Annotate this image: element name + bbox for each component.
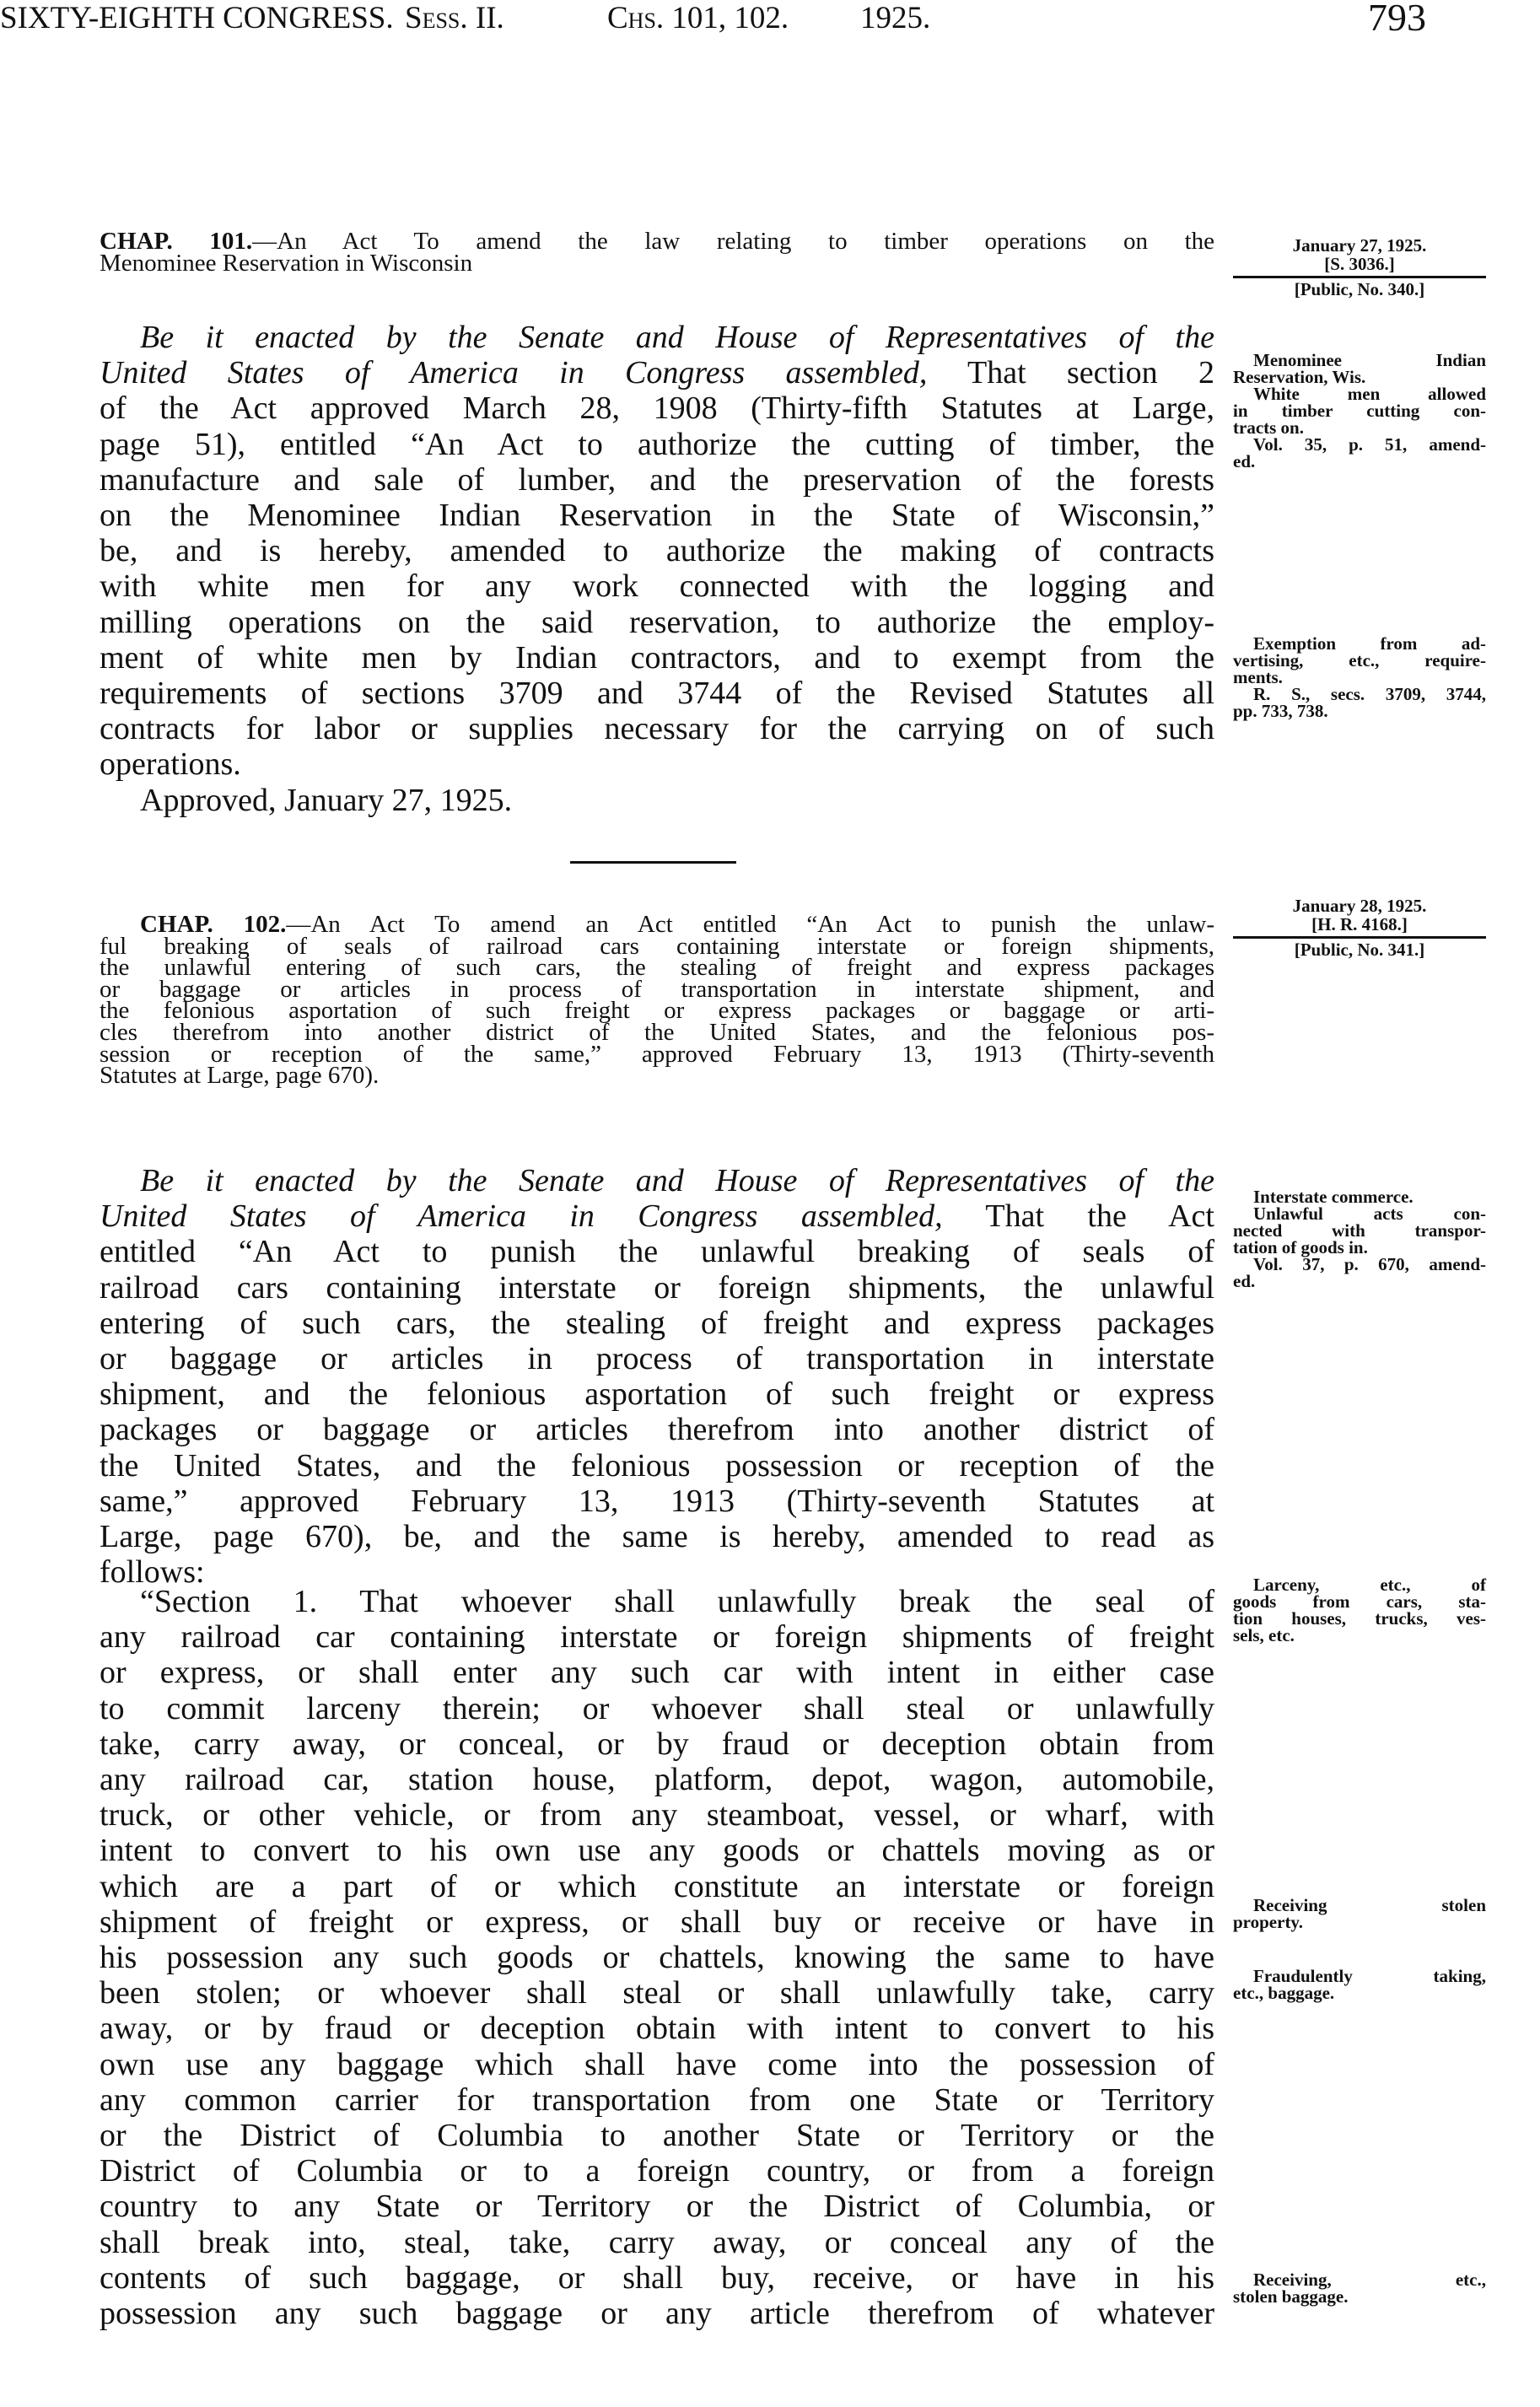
text-line <box>100 2260 1214 2296</box>
chapter-number: CHAP. 102. <box>140 911 287 938</box>
line-text: the United States, and the felonious possession or reception of the <box>100 1447 1214 1484</box>
chap101-bill: [S. 3036.] <box>1324 254 1395 274</box>
line-text: possession any such baggage or any article therefrom of whatever <box>100 2296 1214 2332</box>
margin-note <box>1233 2271 1486 2305</box>
line-text: any railroad car containing interstate or foreign shipments of freight <box>100 1619 1214 1656</box>
line-text: ment of white men by Indian contractors, and to exempt from the <box>100 639 1214 676</box>
line-text: contracts for labor or supplies necessary for the carrying on of such <box>100 711 1214 747</box>
margin-note <box>1233 1897 1486 1930</box>
line-text: away, or by fraud or deception obtain with intent to convert to his <box>100 2011 1214 2047</box>
text-line <box>100 1341 1214 1376</box>
line-text: country to any State or Territory or the District of Columbia, or <box>100 2189 1214 2225</box>
chapter-number: CHAP. 101. <box>100 228 253 255</box>
divider <box>1233 276 1486 278</box>
line-text: shipment of freight or express, or shall buy or receive or have in <box>100 1904 1214 1940</box>
line-text: Large, page 670), be, and the same is hereby, amended to read as <box>100 1519 1214 1555</box>
line-text: on the Menominee Indian Reservation in the State of Wisconsin,” <box>100 498 1214 534</box>
text-line <box>100 462 1214 498</box>
line-text: be, and is hereby, amended to authorize the making of contracts <box>100 533 1214 569</box>
text-line <box>1233 1576 1486 1593</box>
line-text: —An Act To amend an Act entitled “An Act to punish the unlaw- <box>286 911 1214 938</box>
line-text: ments. <box>1233 667 1283 687</box>
text-line <box>1233 1256 1486 1273</box>
header-year: 1925. <box>860 1 931 35</box>
line-text: railroad cars containing interstate or foreign shipments, the unlawful <box>100 1269 1214 1306</box>
line-text: contents of such baggage, or shall buy, receive, or have in his <box>100 2259 1214 2296</box>
text-line <box>100 711 1214 746</box>
text-line <box>1233 635 1486 652</box>
line-text: to commit larceny therein; or whoever shall steal or unlawfully <box>100 1690 1214 1726</box>
chap101-date-block <box>1233 236 1486 299</box>
line-text: or the District of Columbia to another State or Territory or the <box>100 2118 1214 2154</box>
text-line <box>1233 2288 1486 2305</box>
line-text: sels, etc. <box>1233 1625 1295 1645</box>
enacting-clause: Be it enacted by the Senate and House of Representatives of the <box>140 320 1214 355</box>
text-line <box>100 320 1214 355</box>
header-chapters: Chs. 101, 102. <box>607 1 789 35</box>
text-line <box>100 2153 1214 2189</box>
text-line <box>1233 352 1486 369</box>
line-text: pp. 733, 738. <box>1233 701 1328 721</box>
line-text: stolen baggage. <box>1233 2286 1349 2307</box>
text-line <box>100 1975 1214 2011</box>
line-text: That section 2 <box>927 355 1214 391</box>
text-line <box>100 1448 1214 1484</box>
text-line <box>1233 1239 1486 1256</box>
line-text: goods from cars, sta- <box>1233 1591 1486 1612</box>
text-line <box>100 676 1214 711</box>
text-line <box>1233 1627 1486 1644</box>
header-congress: SIXTY-EIGHTH CONGRESS. <box>0 1 394 35</box>
text-line <box>100 2296 1214 2331</box>
line-text: ful breaking of seals of railroad cars containing interstate or foreign shipments, <box>100 932 1214 960</box>
chap101-body <box>100 320 1214 818</box>
line-text: the felonious asportation of such freight or express packages or baggage or arti- <box>100 997 1214 1025</box>
line-text: tracts on. <box>1233 417 1304 438</box>
divider <box>1233 936 1486 939</box>
text-line <box>100 1833 1214 1868</box>
line-text: or express, or shall enter any such car with intent in either case <box>100 1655 1214 1691</box>
text-line <box>100 783 1214 818</box>
line-text: session or reception of the same,” approved February 13, 1913 (Thirty-seventh <box>100 1040 1214 1068</box>
text-line <box>100 1584 1214 1619</box>
line-text: Approved, January 27, 1925. <box>140 782 513 818</box>
chap102-section-1 <box>100 1584 1214 2331</box>
line-text: Fraudulently taking, <box>1253 1966 1486 1986</box>
chap101-date: January 27, 1925. <box>1292 235 1427 256</box>
line-text: vertising, etc., require- <box>1233 650 1486 670</box>
margin-note <box>1233 635 1486 719</box>
text-line <box>100 249 1214 277</box>
line-text: Menominee Reservation in Wisconsin <box>100 249 473 277</box>
line-text: entering of such cars, the stealing of freight and express packages <box>100 1305 1214 1341</box>
text-line <box>100 1762 1214 1797</box>
line-text: packages or baggage or articles therefrom into another district of <box>100 1412 1214 1448</box>
text-line <box>1233 703 1486 719</box>
line-text: truck, or other vehicle, or from any steamboat, vessel, or wharf, with <box>100 1797 1214 1834</box>
text-line <box>1233 1205 1486 1222</box>
chap101-headnote <box>100 228 1214 277</box>
line-text: take, carry away, or conceal, or by fraud or deception obtain from <box>100 1726 1214 1762</box>
text-line <box>100 390 1214 426</box>
line-text: with white men for any work connected with the logging and <box>100 568 1214 605</box>
section-divider <box>570 861 736 864</box>
chap101-public-no: [Public, No. 340.] <box>1294 279 1425 299</box>
text-line <box>100 533 1214 568</box>
enacting-clause: United States of America in Congress assembled, <box>100 355 928 391</box>
line-text: Menominee Indian <box>1253 350 1486 370</box>
text-line <box>100 2047 1214 2082</box>
line-text: White men allowed <box>1253 384 1486 404</box>
line-text: etc., baggage. <box>1233 1983 1335 2003</box>
line-text: the unlawful entering of such cars, the stealing of freight and express packages <box>100 954 1214 982</box>
line-text: ed. <box>1233 1271 1256 1291</box>
text-line <box>1233 1610 1486 1627</box>
text-line <box>100 2011 1214 2046</box>
text-line <box>100 498 1214 533</box>
line-text: Interstate commerce. <box>1253 1187 1413 1207</box>
text-line <box>100 1412 1214 1447</box>
line-text: Exemption from ad- <box>1253 633 1486 654</box>
text-line <box>1233 453 1486 470</box>
line-text: shipment, and the felonious asportation of such freight or express <box>100 1376 1214 1413</box>
text-line <box>100 1062 1214 1090</box>
text-line <box>100 746 1214 782</box>
enacting-clause: Be it enacted by the Senate and House of Representatives of the <box>140 1163 1214 1198</box>
text-line <box>1233 436 1486 453</box>
line-text: shall break into, steal, take, carry away, or conceal any of the <box>100 2224 1214 2260</box>
line-text: That the Act <box>942 1198 1214 1235</box>
text-line <box>100 1234 1214 1269</box>
text-line <box>1233 1188 1486 1205</box>
text-line <box>100 1691 1214 1726</box>
line-text: or baggage or articles in process of transportation in interstate shipment, and <box>100 975 1214 1003</box>
line-text: Vol. 37, p. 670, amend- <box>1253 1254 1486 1274</box>
line-text: ed. <box>1233 451 1256 471</box>
text-line <box>100 1519 1214 1554</box>
line-text: Statutes at Large, page 670). <box>100 1062 380 1090</box>
text-line <box>100 427 1214 462</box>
line-text: nected with transpor- <box>1233 1220 1486 1241</box>
line-text: any railroad car, station house, platform, depot, wagon, automobile, <box>100 1762 1214 1798</box>
text-line <box>1233 419 1486 436</box>
text-line <box>1233 1273 1486 1290</box>
text-line <box>100 1484 1214 1519</box>
enacting-clause: United States of America in Congress assembled, <box>100 1198 943 1235</box>
line-text: of the Act approved March 28, 1908 (Thirty-fifth Statutes at Large, <box>100 390 1214 427</box>
text-line <box>1233 1914 1486 1930</box>
header-session: Sess. II. <box>405 1 504 35</box>
line-text: which are a part of or which constitute an interstate or foreign <box>100 1868 1214 1904</box>
line-text: same,” approved February 13, 1913 (Thirty-seventh Statutes at <box>100 1483 1214 1519</box>
running-header <box>0 0 1434 51</box>
line-text: tion houses, trucks, ves- <box>1233 1608 1486 1629</box>
text-line <box>100 1270 1214 1306</box>
text-line <box>1233 1222 1486 1239</box>
line-text: page 51), entitled “An Act to authorize the cutting of timber, the <box>100 426 1214 462</box>
text-line <box>1233 369 1486 385</box>
text-line <box>100 1619 1214 1655</box>
line-text: been stolen; or whoever shall steal or shall unlawfully take, carry <box>100 1975 1214 2011</box>
chap102-date-block <box>1233 897 1486 959</box>
text-line <box>100 2189 1214 2224</box>
margin-note <box>1233 352 1486 470</box>
text-line <box>1233 385 1486 402</box>
line-text: Unlawful acts con- <box>1253 1204 1486 1224</box>
text-line <box>1233 1968 1486 1984</box>
line-text: —An Act To amend the law relating to timber operations on the <box>252 228 1214 255</box>
text-line <box>100 2118 1214 2153</box>
line-text: manufacture and sale of lumber, and the preservation of the forests <box>100 461 1214 498</box>
line-text: tation of goods in. <box>1233 1237 1368 1257</box>
text-line <box>1233 402 1486 419</box>
text-line <box>100 1869 1214 1904</box>
line-text: Receiving stolen <box>1253 1895 1486 1915</box>
line-text: Larceny, etc., of <box>1253 1575 1486 1595</box>
chap102-body <box>100 1163 1214 1590</box>
line-text: his possession any such goods or chattels, knowing the same to have <box>100 1940 1214 1976</box>
line-text: property. <box>1233 1912 1304 1932</box>
text-line <box>100 1797 1214 1833</box>
text-line <box>100 1726 1214 1762</box>
text-line <box>1233 686 1486 703</box>
line-text: any common carrier for transportation from one State or Territory <box>100 2081 1214 2118</box>
text-line <box>100 1376 1214 1412</box>
page-number: 793 <box>1368 0 1426 39</box>
line-text: in timber cutting con- <box>1233 401 1486 421</box>
line-text: District of Columbia or to a foreign country, or from a foreign <box>100 2153 1214 2189</box>
text-line <box>1233 652 1486 669</box>
text-line <box>100 605 1214 640</box>
chap102-date: January 28, 1925. <box>1292 896 1427 916</box>
line-text: or baggage or articles in process of transportation in interstate <box>100 1341 1214 1377</box>
line-text: milling operations on the said reservation, to authorize the employ- <box>100 604 1214 640</box>
line-text: Reservation, Wis. <box>1233 367 1366 387</box>
text-line <box>100 2225 1214 2260</box>
text-line <box>1233 2271 1486 2288</box>
text-line <box>100 1655 1214 1690</box>
line-text: operations. <box>100 746 241 783</box>
line-text: Receiving, etc., <box>1253 2270 1486 2290</box>
line-text: cles therefrom into another district of the United States, and the felonious pos- <box>100 1018 1214 1046</box>
margin-note <box>1233 1576 1486 1644</box>
line-text: Vol. 35, p. 51, amend- <box>1253 434 1486 455</box>
chap102-bill: [H. R. 4168.] <box>1311 914 1408 934</box>
text-line <box>100 1306 1214 1341</box>
line-text: “Section 1. That whoever shall unlawfully break the seal of <box>140 1584 1214 1619</box>
text-line <box>100 1940 1214 1975</box>
text-line <box>100 2082 1214 2118</box>
line-text: R. S., secs. 3709, 3744, <box>1253 684 1486 704</box>
chap102-public-no: [Public, No. 341.] <box>1294 940 1425 960</box>
line-text: requirements of sections 3709 and 3744 of the Revised Statutes all <box>100 676 1214 712</box>
margin-note <box>1233 1188 1486 1290</box>
text-line <box>1233 1593 1486 1610</box>
line-text: follows: <box>100 1554 205 1591</box>
text-line <box>1233 669 1486 686</box>
line-text: intent to convert to his own use any goods or chattels moving as or <box>100 1833 1214 1869</box>
margin-note <box>1233 1968 1486 2001</box>
text-line <box>100 1904 1214 1940</box>
text-line <box>100 355 1214 390</box>
text-line <box>1233 1897 1486 1914</box>
line-text: own use any baggage which shall have come into the possession of <box>100 2046 1214 2082</box>
text-line <box>1233 1984 1486 2001</box>
text-line <box>100 640 1214 676</box>
line-text: entitled “An Act to punish the unlawful breaking of seals of <box>100 1234 1214 1270</box>
text-line <box>100 1198 1214 1234</box>
text-line <box>100 1163 1214 1198</box>
chap102-headnote <box>100 911 1214 1090</box>
text-line <box>100 568 1214 604</box>
